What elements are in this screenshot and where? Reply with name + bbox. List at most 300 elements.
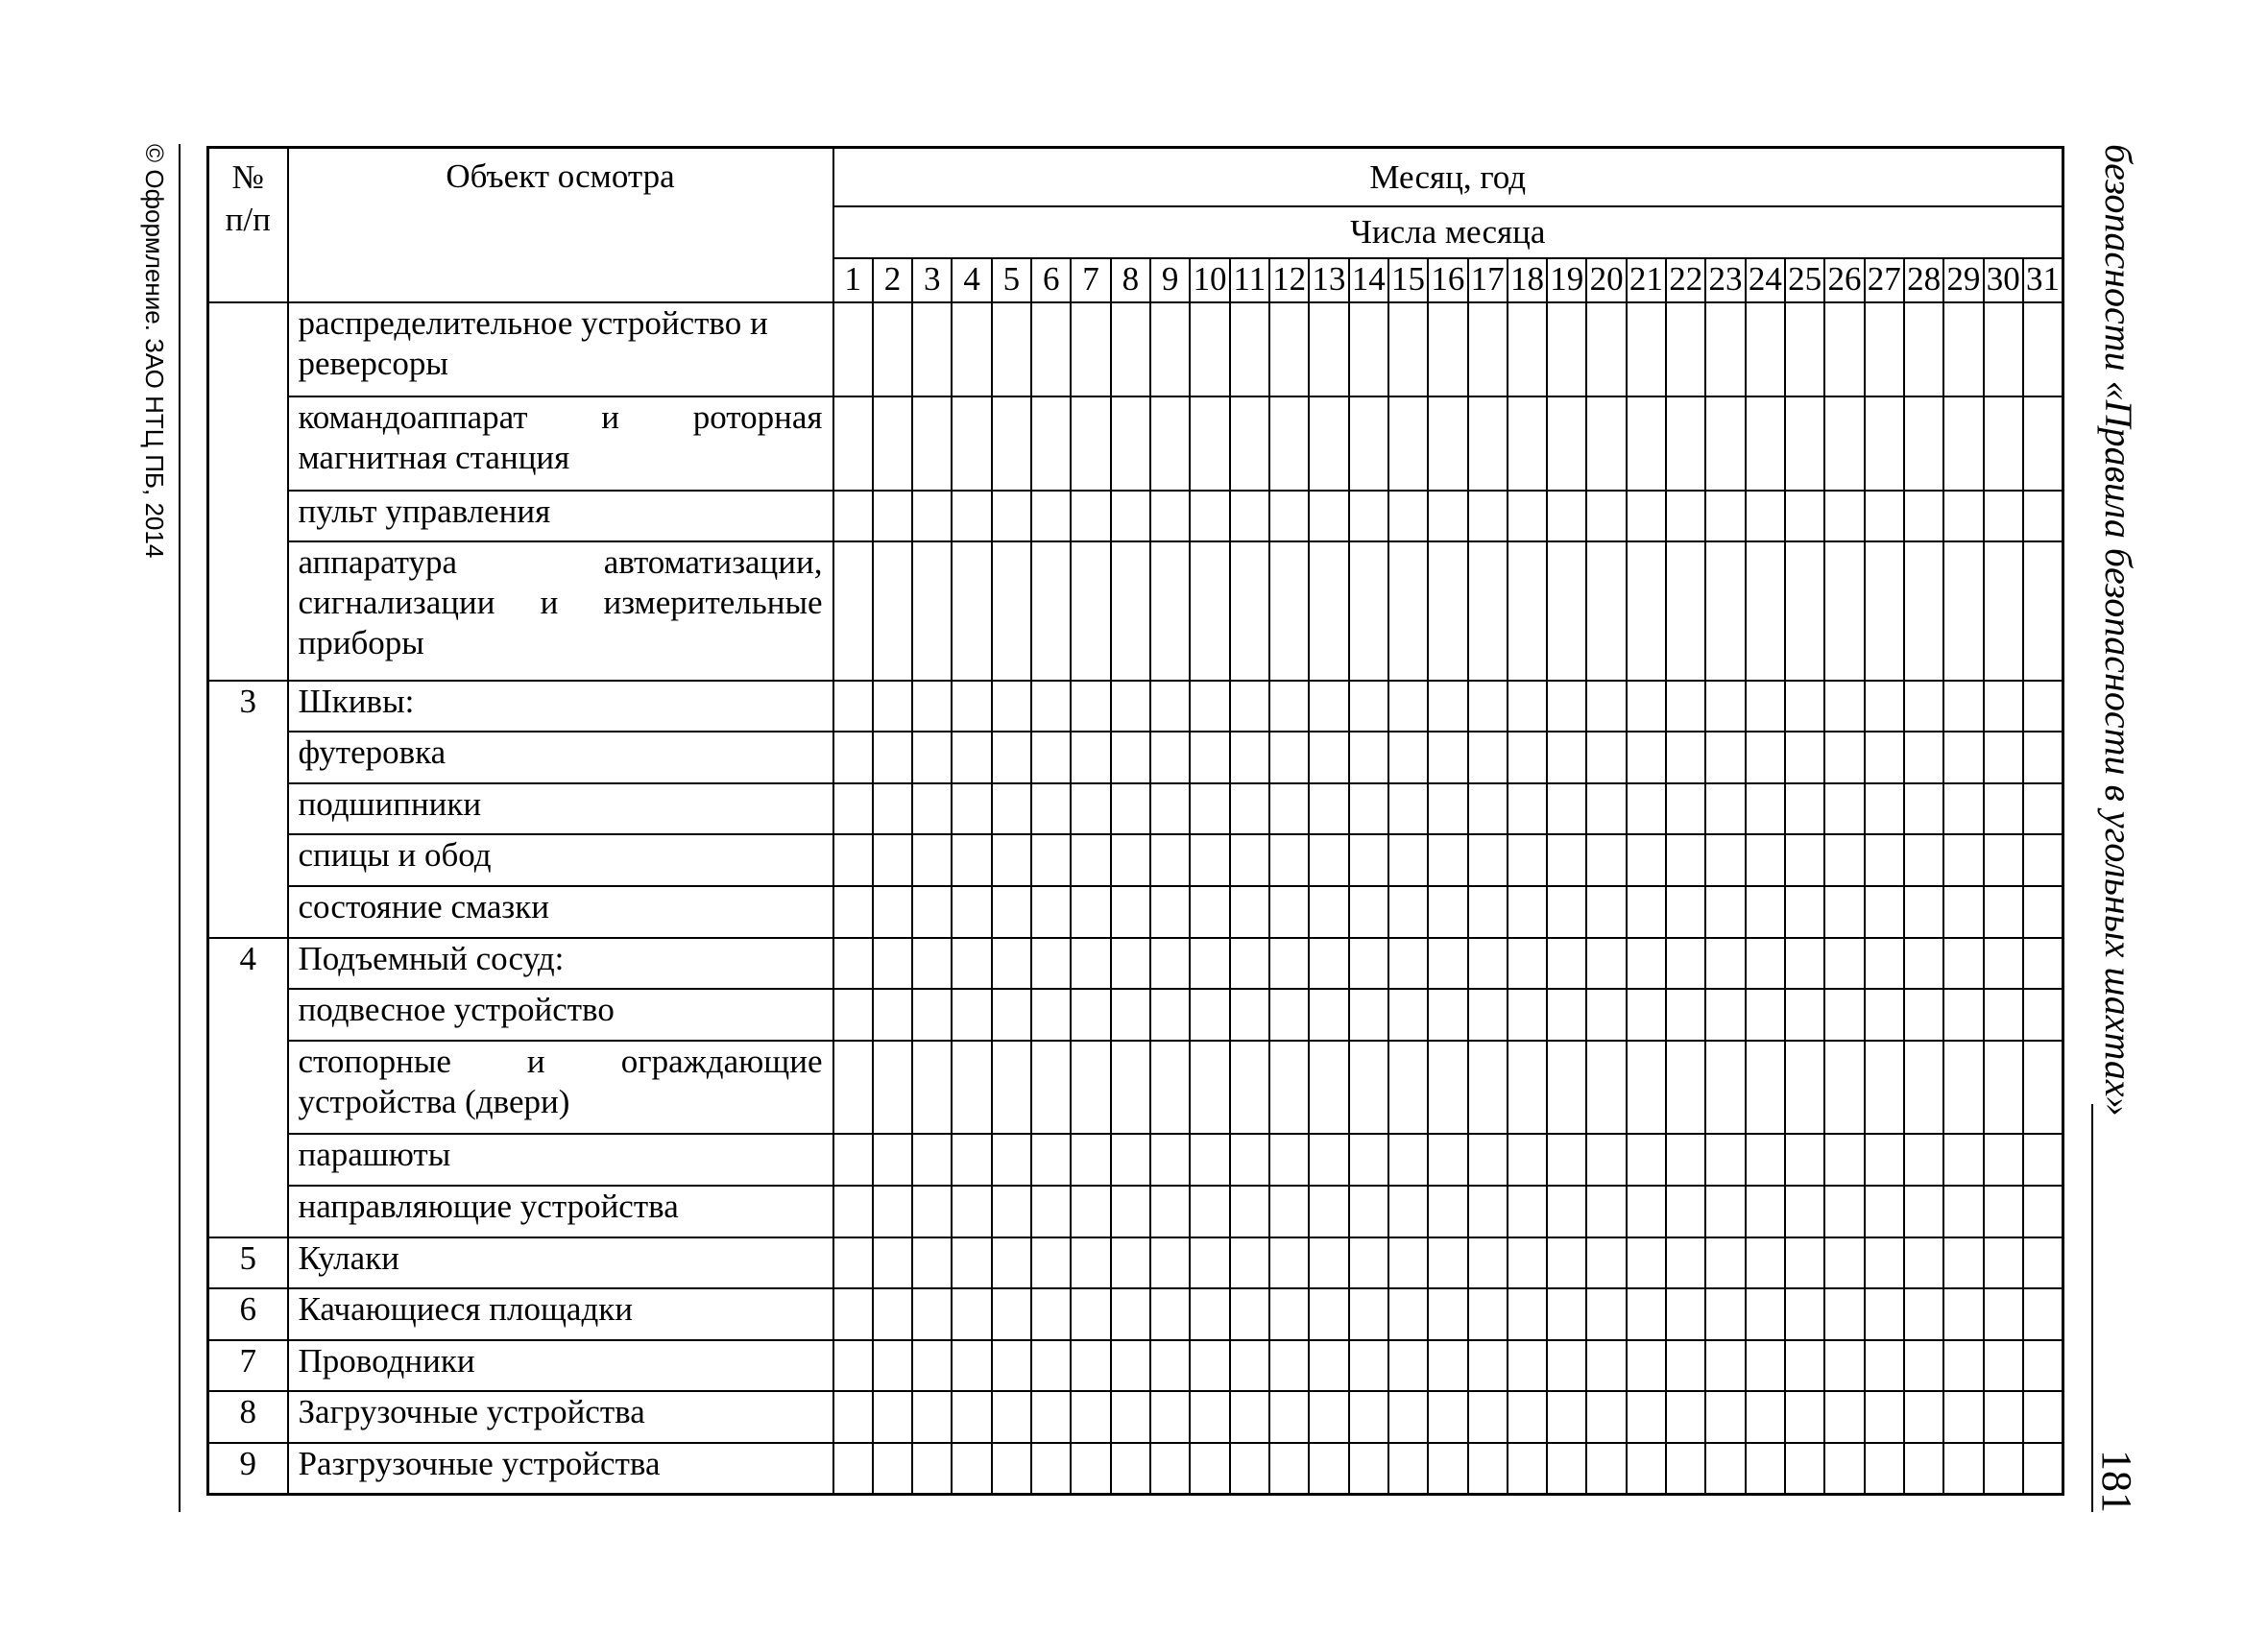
day-cell [1269, 783, 1309, 835]
day-number-31: 31 [2023, 258, 2063, 302]
day-cell [1586, 302, 1626, 396]
day-number-6: 6 [1031, 258, 1071, 302]
day-cell [1586, 989, 1626, 1041]
day-cell [1190, 541, 1229, 680]
day-cell [1824, 1237, 1864, 1289]
day-cell [1705, 396, 1745, 491]
day-cell [1428, 886, 1467, 938]
day-cell [1627, 302, 1666, 396]
table-row [208, 886, 2063, 938]
day-cell [1031, 732, 1071, 783]
day-cell [1468, 1186, 1508, 1237]
day-cell [1666, 938, 1705, 990]
day-cell [1309, 886, 1348, 938]
day-cell [833, 886, 873, 938]
day-cell [1785, 783, 1824, 835]
day-cell [1269, 681, 1309, 732]
day-cell [912, 1443, 952, 1495]
day-cell [1190, 783, 1229, 835]
day-cell [1269, 396, 1309, 491]
day-cell [1508, 1041, 1547, 1135]
day-cell [1071, 783, 1110, 835]
day-cell [1468, 834, 1508, 886]
day-cell [833, 681, 873, 732]
day-cell [1865, 1237, 1904, 1289]
day-cell [1269, 1237, 1309, 1289]
day-cell [873, 1237, 912, 1289]
inspection-table [206, 146, 2064, 1496]
day-cell [1428, 1186, 1467, 1237]
day-cell [1586, 1041, 1626, 1135]
day-cell [1508, 989, 1547, 1041]
day-cell [1904, 1288, 1943, 1340]
day-cell [873, 1134, 912, 1186]
day-cell [1984, 396, 2023, 491]
page-number-text: 181 [2093, 1450, 2140, 1513]
day-cell [2023, 491, 2063, 542]
day-cell [1349, 1186, 1388, 1237]
day-cell [1904, 396, 1943, 491]
day-cell [1230, 783, 1269, 835]
day-cell [1349, 834, 1388, 886]
day-cell [833, 1340, 873, 1392]
day-cell [1190, 886, 1229, 938]
day-cell [1746, 1443, 1785, 1495]
day-cell [1785, 1443, 1824, 1495]
day-cell [1705, 1237, 1745, 1289]
day-cell [1785, 732, 1824, 783]
day-cell [1746, 302, 1785, 396]
day-cell [833, 302, 873, 396]
day-cell [1824, 1041, 1864, 1135]
day-cell [833, 1391, 873, 1443]
day-cell [1230, 732, 1269, 783]
day-cell [1349, 783, 1388, 835]
day-number-22: 22 [1666, 258, 1705, 302]
day-cell [952, 1443, 991, 1495]
day-cell [912, 989, 952, 1041]
running-title-text: безопасности «Правила безопасности в угольных шахтах» [2097, 144, 2140, 1117]
day-cell [1269, 834, 1309, 886]
day-cell [1904, 938, 1943, 990]
day-cell [1943, 938, 1983, 990]
day-cell [1666, 1237, 1705, 1289]
day-cell [1586, 1288, 1626, 1340]
day-cell [1468, 1443, 1508, 1495]
day-cell [2023, 886, 2063, 938]
day-cell [1428, 834, 1467, 886]
day-cell [1071, 1134, 1110, 1186]
day-cell [1746, 681, 1785, 732]
day-cell [1785, 886, 1824, 938]
day-cell [1468, 732, 1508, 783]
table-row [208, 1041, 2063, 1135]
day-cell [1627, 938, 1666, 990]
day-cell [873, 783, 912, 835]
day-cell [1824, 886, 1864, 938]
day-cell [1904, 1237, 1943, 1289]
day-cell [952, 302, 991, 396]
day-cell [1071, 1391, 1110, 1443]
day-cell [1824, 783, 1864, 835]
day-cell [1984, 1340, 2023, 1392]
day-cell [1111, 1288, 1150, 1340]
day-cell [992, 1041, 1031, 1135]
day-cell [952, 396, 991, 491]
day-cell [1627, 1288, 1666, 1340]
day-cell [1785, 938, 1824, 990]
day-cell [1150, 491, 1190, 542]
object-cell: Проводники [288, 1340, 833, 1392]
day-cell [1190, 1134, 1229, 1186]
day-cell [912, 1340, 952, 1392]
day-cell [1666, 1186, 1705, 1237]
day-cell [1785, 1041, 1824, 1135]
day-cell [1309, 1134, 1348, 1186]
day-cell [1865, 989, 1904, 1041]
day-cell [912, 396, 952, 491]
day-cell [1865, 302, 1904, 396]
day-cell [1031, 783, 1071, 835]
day-cell [873, 732, 912, 783]
day-cell [1627, 1041, 1666, 1135]
day-cell [1705, 783, 1745, 835]
day-cell [1705, 541, 1745, 680]
day-cell [1904, 1186, 1943, 1237]
day-cell [1666, 541, 1705, 680]
day-cell [1943, 886, 1983, 938]
day-cell [873, 938, 912, 990]
day-cell [1824, 1340, 1864, 1392]
day-cell [1547, 1443, 1586, 1495]
day-cell [2023, 783, 2063, 835]
day-cell [992, 1288, 1031, 1340]
day-cell [1666, 989, 1705, 1041]
day-cell [1824, 732, 1864, 783]
day-cell [1705, 938, 1745, 990]
day-cell [1508, 732, 1547, 783]
day-cell [1785, 681, 1824, 732]
day-cell [1309, 1186, 1348, 1237]
day-cell [992, 1186, 1031, 1237]
object-cell: распределительное устройство и реверсоры [288, 302, 833, 396]
day-cell [1865, 938, 1904, 990]
day-cell [1627, 681, 1666, 732]
day-cell [1984, 1391, 2023, 1443]
day-cell [992, 1391, 1031, 1443]
day-cell [1269, 541, 1309, 680]
day-cell [1746, 732, 1785, 783]
day-cell [1230, 1288, 1269, 1340]
day-cell [992, 302, 1031, 396]
day-number-24: 24 [1746, 258, 1785, 302]
day-cell [1627, 1391, 1666, 1443]
day-cell [1666, 1340, 1705, 1392]
day-cell [1824, 938, 1864, 990]
day-cell [1150, 1237, 1190, 1289]
day-cell [1824, 491, 1864, 542]
table-row [208, 1288, 2063, 1340]
day-cell [1269, 989, 1309, 1041]
table-row [208, 783, 2063, 835]
day-cell [1230, 1134, 1269, 1186]
day-number-15: 15 [1388, 258, 1428, 302]
table-row [208, 396, 2063, 491]
day-cell [1111, 491, 1150, 542]
day-cell [1508, 938, 1547, 990]
day-cell [1150, 1340, 1190, 1392]
day-cell [873, 1340, 912, 1392]
day-cell [992, 938, 1031, 990]
day-cell [1547, 681, 1586, 732]
left-rule [179, 144, 181, 1512]
day-cell [1111, 396, 1150, 491]
day-cell [1230, 1391, 1269, 1443]
day-cell [2023, 1041, 2063, 1135]
day-cell [952, 1237, 991, 1289]
day-cell [1388, 541, 1428, 680]
table-row [208, 989, 2063, 1041]
day-cell [1508, 541, 1547, 680]
day-cell [873, 302, 912, 396]
day-cell [1388, 1041, 1428, 1135]
day-cell [1627, 1443, 1666, 1495]
day-cell [833, 834, 873, 886]
day-cell [873, 1041, 912, 1135]
day-cell [1111, 541, 1150, 680]
day-cell [1309, 938, 1348, 990]
day-cell [1705, 1041, 1745, 1135]
day-cell [1309, 1288, 1348, 1340]
day-cell [992, 396, 1031, 491]
day-cell [1746, 491, 1785, 542]
day-cell [1586, 396, 1626, 491]
day-cell [1230, 989, 1269, 1041]
day-cell [1428, 491, 1467, 542]
day-cell [873, 1288, 912, 1340]
day-cell [1984, 1237, 2023, 1289]
day-cell [1666, 396, 1705, 491]
day-cell [1746, 1340, 1785, 1392]
day-cell [1071, 938, 1110, 990]
day-cell [1269, 1134, 1309, 1186]
day-cell [1230, 681, 1269, 732]
day-number-19: 19 [1547, 258, 1586, 302]
day-cell [912, 783, 952, 835]
day-cell [873, 541, 912, 680]
day-cell [1071, 886, 1110, 938]
days-header: Числа месяца [833, 206, 2063, 258]
day-cell [1904, 302, 1943, 396]
day-cell [1785, 834, 1824, 886]
day-cell [833, 1288, 873, 1340]
day-cell [1824, 396, 1864, 491]
day-cell [1428, 681, 1467, 732]
day-cell [1349, 302, 1388, 396]
day-number-16: 16 [1428, 258, 1467, 302]
day-cell [1071, 396, 1110, 491]
side-copyright-text: © Оформление. ЗАО НТЦ ПБ, 2014 [140, 144, 169, 559]
day-cell [1547, 886, 1586, 938]
day-cell [1349, 989, 1388, 1041]
day-cell [1865, 783, 1904, 835]
day-cell [912, 732, 952, 783]
day-cell [1428, 989, 1467, 1041]
day-cell [1388, 834, 1428, 886]
day-cell [1865, 491, 1904, 542]
day-cell [1388, 1288, 1428, 1340]
object-cell: стопорные и ограждающие устройства (двери) [288, 1041, 833, 1135]
day-cell [1071, 1288, 1110, 1340]
day-cell [952, 1041, 991, 1135]
day-cell [1904, 989, 1943, 1041]
day-cell [1388, 1186, 1428, 1237]
day-cell [1943, 1443, 1983, 1495]
day-cell [1190, 1340, 1229, 1392]
object-cell: подвесное устройство [288, 989, 833, 1041]
day-cell [1785, 1391, 1824, 1443]
day-cell [1468, 1041, 1508, 1135]
day-cell [1031, 1443, 1071, 1495]
day-cell [1031, 396, 1071, 491]
day-cell [1269, 1391, 1309, 1443]
day-cell [1904, 1340, 1943, 1392]
day-cell [873, 886, 912, 938]
day-cell [1943, 1340, 1983, 1392]
day-cell [833, 1186, 873, 1237]
day-cell [1468, 396, 1508, 491]
day-cell [1705, 681, 1745, 732]
day-cell [912, 1134, 952, 1186]
day-cell [1269, 491, 1309, 542]
day-cell [1785, 396, 1824, 491]
day-number-20: 20 [1586, 258, 1626, 302]
day-cell [1428, 1391, 1467, 1443]
row-number: 3 [208, 681, 288, 938]
day-cell [1627, 1340, 1666, 1392]
day-cell [1468, 541, 1508, 680]
day-cell [1508, 1391, 1547, 1443]
day-cell [1865, 541, 1904, 680]
day-cell [1746, 886, 1785, 938]
day-cell [1627, 886, 1666, 938]
day-cell [1428, 302, 1467, 396]
day-cell [1388, 886, 1428, 938]
day-cell [1824, 302, 1864, 396]
object-cell: состояние смазки [288, 886, 833, 938]
day-cell [992, 1134, 1031, 1186]
day-cell [992, 1443, 1031, 1495]
day-cell [1031, 1186, 1071, 1237]
day-cell [1824, 681, 1864, 732]
day-cell [1586, 1391, 1626, 1443]
day-cell [912, 681, 952, 732]
day-cell [1627, 1186, 1666, 1237]
day-cell [1785, 1340, 1824, 1392]
day-cell [992, 783, 1031, 835]
day-cell [912, 1391, 952, 1443]
day-cell [2023, 1186, 2063, 1237]
day-cell [1785, 541, 1824, 680]
day-cell [1627, 732, 1666, 783]
day-cell [833, 541, 873, 680]
day-cell [1705, 491, 1745, 542]
day-cell [2023, 1134, 2063, 1186]
day-cell [1627, 541, 1666, 680]
day-cell [1824, 541, 1864, 680]
day-number-9: 9 [1150, 258, 1190, 302]
day-cell [992, 681, 1031, 732]
day-cell [1150, 541, 1190, 680]
day-cell [1984, 1288, 2023, 1340]
day-cell [1943, 1041, 1983, 1135]
day-cell [1230, 886, 1269, 938]
day-cell [1269, 938, 1309, 990]
day-cell [1190, 681, 1229, 732]
day-cell [1071, 1041, 1110, 1135]
day-cell [1547, 1391, 1586, 1443]
day-cell [1031, 834, 1071, 886]
day-cell [1666, 1134, 1705, 1186]
day-cell [1388, 681, 1428, 732]
day-cell [1349, 396, 1388, 491]
day-cell [1269, 302, 1309, 396]
day-cell [1943, 1288, 1983, 1340]
day-cell [952, 834, 991, 886]
day-cell [1071, 732, 1110, 783]
day-cell [1230, 1443, 1269, 1495]
day-cell [1547, 541, 1586, 680]
day-cell [1547, 783, 1586, 835]
day-cell [1269, 732, 1309, 783]
day-cell [1666, 732, 1705, 783]
day-cell [1388, 1443, 1428, 1495]
day-cell [1190, 989, 1229, 1041]
day-cell [1111, 732, 1150, 783]
day-cell [1746, 396, 1785, 491]
day-cell [1031, 681, 1071, 732]
day-cell [992, 1340, 1031, 1392]
day-cell [1705, 1340, 1745, 1392]
day-cell [1349, 1340, 1388, 1392]
day-cell [1943, 1237, 1983, 1289]
day-cell [1150, 732, 1190, 783]
day-cell [1230, 1237, 1269, 1289]
day-cell [1309, 1237, 1348, 1289]
day-cell [952, 783, 991, 835]
day-cell [1190, 396, 1229, 491]
day-cell [1865, 396, 1904, 491]
day-cell [1031, 1391, 1071, 1443]
day-cell [1031, 938, 1071, 990]
day-cell [1388, 1237, 1428, 1289]
day-cell [1269, 1443, 1309, 1495]
day-cell [1349, 886, 1388, 938]
header-row-month [208, 148, 2063, 207]
day-number-10: 10 [1190, 258, 1229, 302]
side-running-title [2093, 144, 2151, 1117]
day-cell [1547, 989, 1586, 1041]
day-cell [952, 1391, 991, 1443]
day-cell [1705, 302, 1745, 396]
day-cell [1190, 302, 1229, 396]
day-cell [1943, 1186, 1983, 1237]
object-cell: футеровка [288, 732, 833, 783]
day-number-26: 26 [1824, 258, 1864, 302]
day-cell [1586, 886, 1626, 938]
day-cell [1865, 1186, 1904, 1237]
day-cell [1943, 989, 1983, 1041]
